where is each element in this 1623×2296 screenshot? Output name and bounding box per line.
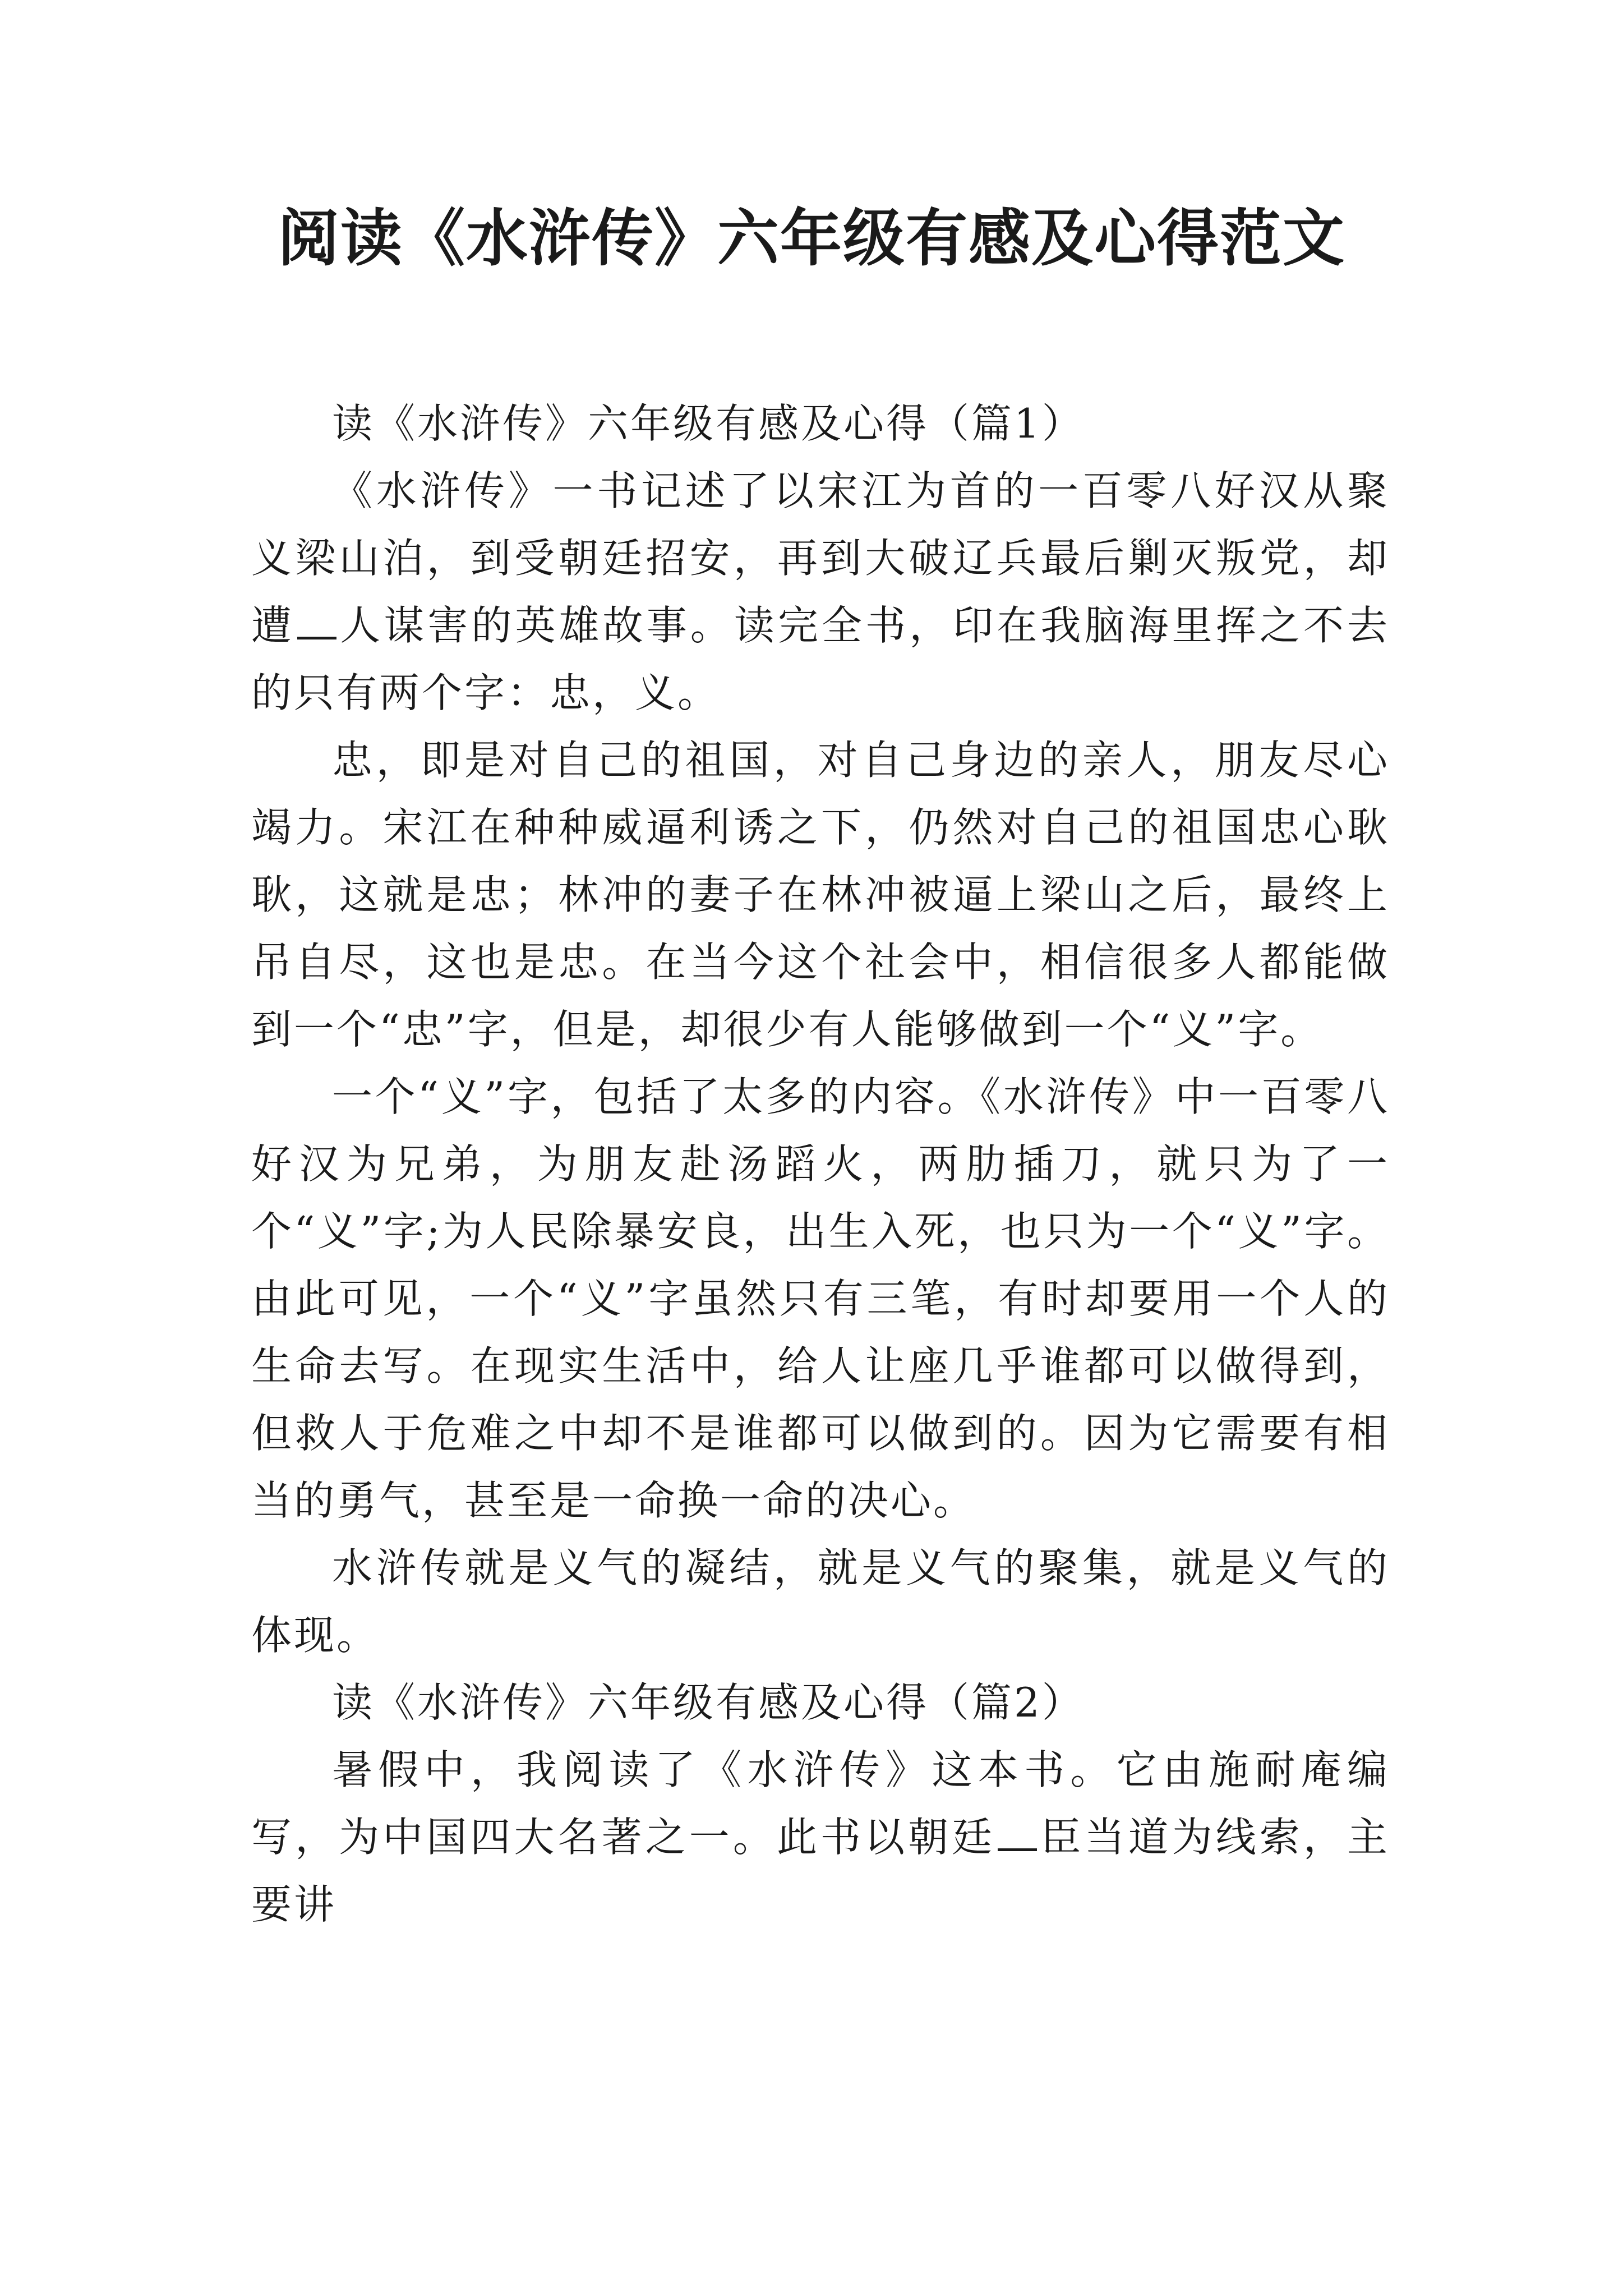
section-heading-1: 读《水浒传》六年级有感及心得（篇1）: [332, 400, 1085, 447]
paragraph-1-2: 忠，即是对自己的祖国，对自己身边的亲人，朋友尽心竭力。宋江在种种威逼利诱之下，仍然对自己的祖国忠心耿耿，这就是忠；林冲的妻子在林冲被逼上梁山之后，最终上吊自尽，这也是忠。在当今这个社会中，相信很多人都能做到一个“忠”字，但是，却很少有人能够做到一个“义”字。: [251, 737, 1390, 1053]
paragraph-text: 暑假中，我阅读了《水浒传》这本书。它由施耐庵编写，为中国四大名著之一。此书以朝廷: [251, 1746, 1390, 1861]
paragraph-1-3: 一个“义”字，包括了太多的内容。《水浒传》中一百零八好汉为兄弟，为朋友赴汤蹈火，两肋插刀，就只为了一个“义”字;为人民除暴安良，出生入死，也只为一个“义”字。由此可见，一个“义”字虽然只有三笔，有时却要用一个人的生命去写。在现实生活中，给人让座几乎谁都可以做得到，但救人于危难之中却不是谁都可以做到的。因为它需要有相当的勇气，甚至是一命换一命的决心。: [251, 1073, 1390, 1524]
paragraph-1-4: 水浒传就是义气的凝结，就是义气的聚集，就是义气的体现。: [251, 1544, 1390, 1659]
paragraph-text: 臣当道为线索，主要讲: [251, 1814, 1390, 1928]
paragraph-text: 人谋害的英雄故事。读完全书，印在我脑海里挥之不去的只有两个字：忠，义。: [251, 602, 1390, 716]
redacted-blank: [297, 602, 336, 639]
paragraph-1-1: [251, 457, 1390, 726]
section-heading-2: 读《水浒传》六年级有感及心得（篇2）: [332, 1679, 1085, 1726]
document-title: 阅读《水浒传》六年级有感及心得范文: [278, 203, 1345, 274]
paragraph-text: 《水浒传》一书记述了以宋江为首的一百零八好汉从聚义梁山泊，到受朝廷招安，再到大破辽兵最后剿灭叛党，却遭: [251, 467, 1390, 649]
paragraph-2-1: [251, 1736, 1390, 1938]
redacted-blank: [998, 1814, 1037, 1851]
document-body: [251, 390, 1390, 1938]
